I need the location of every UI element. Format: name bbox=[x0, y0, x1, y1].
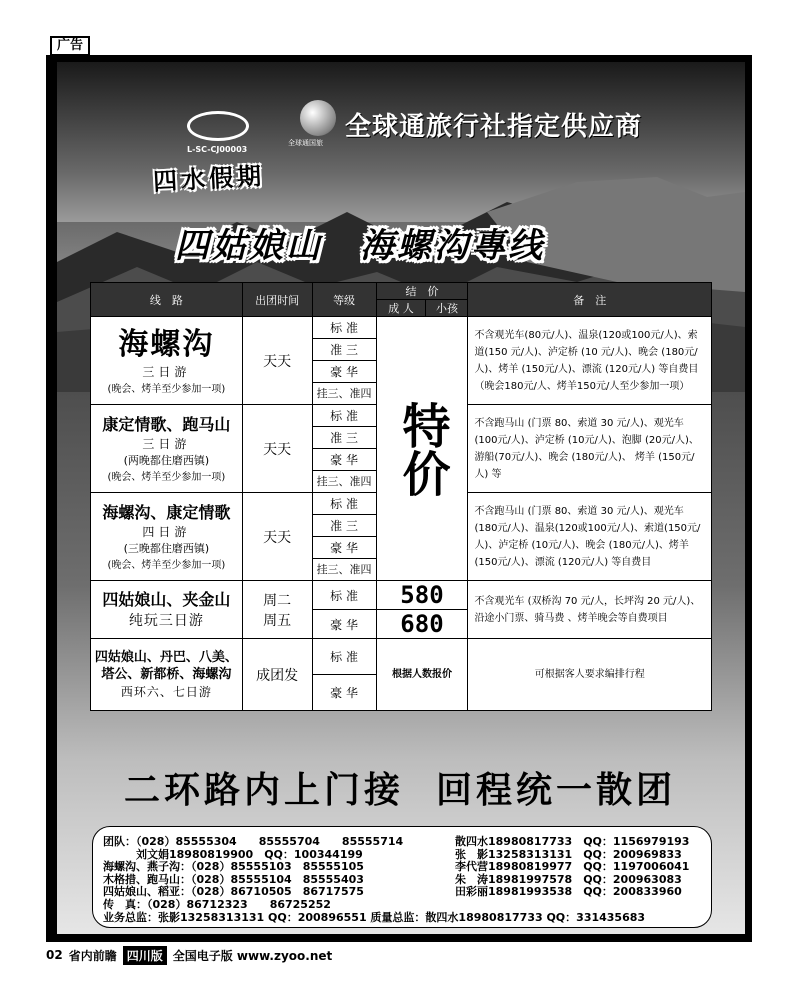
header-time: 出团时间 bbox=[242, 283, 312, 317]
tour-price-table bbox=[90, 282, 712, 711]
grade: 准 三 bbox=[312, 339, 376, 361]
grade: 标 准 bbox=[312, 317, 376, 339]
table-row bbox=[91, 639, 712, 675]
contact-right bbox=[455, 833, 710, 896]
company-logo bbox=[117, 87, 277, 217]
globe-caption: 全球通国旅 bbox=[288, 139, 323, 147]
header-route: 线 路 bbox=[91, 283, 243, 317]
globe-icon bbox=[300, 100, 336, 136]
contact-box bbox=[92, 826, 712, 928]
edition-badge: 四川版 bbox=[123, 946, 167, 965]
website: 全国电子版 www.zyoo.net bbox=[172, 948, 333, 963]
grade: 挂三、准四 bbox=[312, 383, 376, 405]
grade: 标 准 bbox=[312, 639, 376, 675]
grade: 挂三、准四 bbox=[312, 559, 376, 581]
remark: 不含跑马山 (门票 80、索道 30 元/人)、观光车 (100元/人)、泸定桥 (10元/人)、泡脚 (20元/人)、游船(70元/人)、晚会 (180元/人)、 烤羊 (150元/人) 等 bbox=[468, 405, 712, 493]
remark: 不含观光车(80元/人)、温泉(120或100元/人)、索道(150 元/人)、泸定桥 (10 元/人)、晚会 (180元/人)、烤羊 (150元/人)、漂流 (120元/人) 等自费目（晚会180元/人、烤羊150元/人至少参加一项） bbox=[468, 317, 712, 405]
license-code: L-SC-CJ00003 bbox=[187, 145, 248, 154]
grade: 豪 华 bbox=[312, 537, 376, 559]
table-header-row bbox=[91, 283, 712, 300]
pickup-slogan: 二环路内上门接 回程统一散团 bbox=[123, 770, 677, 811]
remark: 不含跑马山 (门票 80、索道 30 元/人)、观光车 (180元/人)、温泉(120或100元/人)、索道(150元/人)、泸定桥 (10元/人)、晚会 (180元/人)、烤羊 (150元/人)、漂流 (120元/人) 等自费目 bbox=[468, 493, 712, 581]
ad-tag: 广告 bbox=[50, 36, 90, 56]
route-name-cell: 海螺沟 三日游 (晚会、烤羊至少参加一项) bbox=[91, 317, 243, 405]
contact-left bbox=[103, 833, 453, 911]
grade: 挂三、准四 bbox=[312, 471, 376, 493]
route-name-cell: 四姑娘山、夹金山 纯玩三日游 bbox=[91, 581, 243, 639]
route-title: 四姑娘山 海螺沟專线 bbox=[175, 226, 545, 266]
grade: 豪 华 bbox=[312, 675, 376, 711]
contact-line: 朱 涛18981997578 QQ：200963083 bbox=[455, 872, 682, 886]
departure-time: 天天 bbox=[242, 493, 312, 581]
route-name-cell: 康定情歌、跑马山 三日游 (两晚都住磨西镇) (晚会、烤羊至少参加一项) bbox=[91, 405, 243, 493]
grade: 准 三 bbox=[312, 427, 376, 449]
grade: 标 准 bbox=[312, 405, 376, 427]
contact-line: 木格措、跑马山：（028）85555104 85555403 bbox=[103, 872, 364, 886]
contact-line: 散四水18980817733 QQ：1156979193 bbox=[455, 835, 690, 848]
grade: 豪 华 bbox=[312, 610, 376, 639]
contact-line: 团队：（028）85555304 85555704 85555714 bbox=[103, 835, 404, 848]
quote-on-request: 根据人数报价 bbox=[376, 639, 468, 711]
section-name: 省内前瞻 bbox=[68, 948, 117, 963]
grade: 豪 华 bbox=[312, 361, 376, 383]
header-price: 结 价 bbox=[376, 283, 468, 300]
contact-line: 田彩丽18981993538 QQ：200833960 bbox=[455, 885, 682, 898]
contact-line: 海螺沟、燕子沟：（028）85555103 85555105 bbox=[103, 860, 364, 873]
header-remark: 备 注 bbox=[468, 283, 712, 317]
supplier-headline: 全球通旅行社指定供应商 bbox=[345, 112, 643, 142]
header-grade: 等级 bbox=[312, 283, 376, 317]
adult-price: 680 bbox=[376, 610, 468, 639]
remark: 不含观光车 (双桥沟 70 元/人，长坪沟 20 元/人)、沿途小门票、骑马费 、烤羊晚会等自费项目 bbox=[468, 581, 712, 639]
route-name-cell: 四姑娘山、丹巴、八美、塔公、新都桥、海螺沟 西环六、七日游 bbox=[91, 639, 243, 711]
contact-directors: 业务总监：张影13258313131 QQ：200896551 质量总监：散四水18980817733 QQ：331435683 bbox=[103, 911, 646, 924]
header-adult: 成 人 bbox=[376, 300, 426, 317]
logo-emblem-icon bbox=[187, 111, 249, 141]
contact-line: 李代营18980819977 QQ：1197006041 bbox=[455, 860, 690, 873]
contact-line: 四姑娘山、稻亚：（028）86710505 86717575 bbox=[103, 885, 364, 898]
page-footer bbox=[46, 946, 332, 964]
company-name: 四水假期 bbox=[152, 162, 266, 196]
grade: 准 三 bbox=[312, 515, 376, 537]
departure-time: 天天 bbox=[242, 405, 312, 493]
route-name-cell: 海螺沟、康定情歌 四日游 (三晚都住磨西镇) (晚会、烤羊至少参加一项) bbox=[91, 493, 243, 581]
adult-price: 580 bbox=[376, 581, 468, 610]
contact-line: 刘文娟18980819900 QQ：100344199 bbox=[103, 847, 363, 861]
departure-time: 周二 周五 bbox=[242, 581, 312, 639]
contact-line: 传 真：（028）86712323 86725252 bbox=[103, 897, 331, 911]
grade: 标 准 bbox=[312, 493, 376, 515]
departure-time: 天天 bbox=[242, 317, 312, 405]
page-number: 02 bbox=[46, 948, 63, 962]
contact-line: 张 影13258313131 QQ：200969833 bbox=[455, 847, 682, 861]
table-row bbox=[91, 581, 712, 610]
special-price: 特价 bbox=[376, 317, 468, 581]
header-child: 小孩 bbox=[426, 300, 468, 317]
grade: 豪 华 bbox=[312, 449, 376, 471]
remark: 可根据客人要求编排行程 bbox=[468, 639, 712, 711]
table-row bbox=[91, 317, 712, 339]
departure-time: 成团发 bbox=[242, 639, 312, 711]
grade: 标 准 bbox=[312, 581, 376, 610]
